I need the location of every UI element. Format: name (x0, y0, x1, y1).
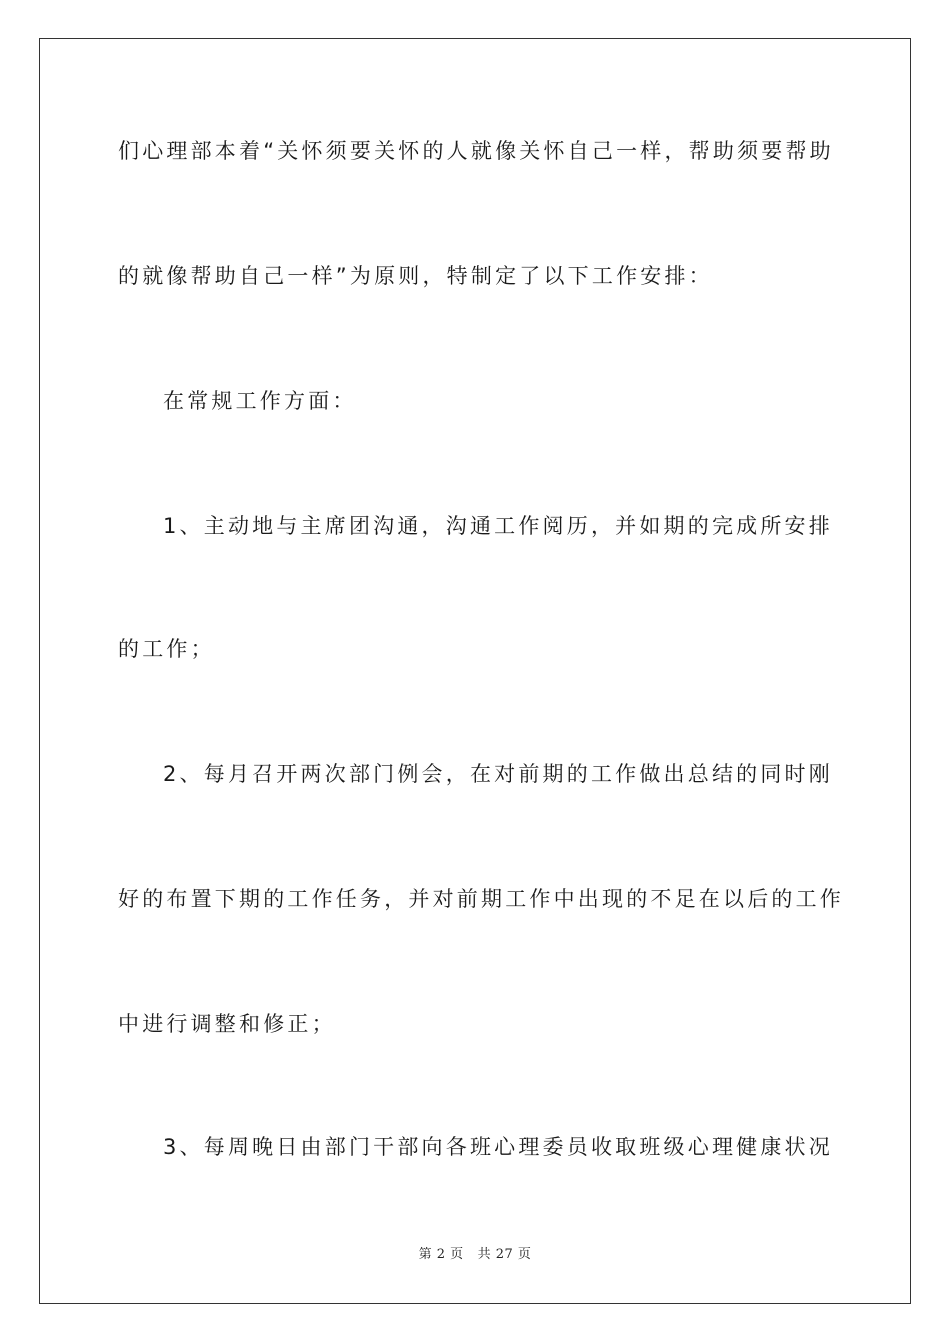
body-line-item-2-end: 中进行调整和修正； (118, 1012, 336, 1036)
page-number: 第 2 页 (418, 1247, 464, 1262)
page-border (39, 38, 911, 1304)
body-line-item-2-cont: 好的布置下期的工作任务，并对前期工作中出现的不足在以后的工作 (118, 887, 844, 911)
body-line-1: 们心理部本着“关怀须要关怀的人就像关怀自己一样，帮助须要帮助 (118, 139, 834, 163)
section-heading: 在常规工作方面： (163, 389, 357, 413)
body-line-2: 的就像帮助自己一样”为原则，特制定了以下工作安排： (118, 264, 713, 288)
body-line-item-2: 2、每月召开两次部门例会，在对前期的工作做出总结的同时刚 (163, 762, 833, 786)
body-line-item-1-cont: 的工作； (118, 637, 215, 661)
page-total: 共 27 页 (477, 1247, 532, 1262)
page-footer (0, 1246, 950, 1264)
body-line-item-3: 3、每周晚日由部门干部向各班心理委员收取班级心理健康状况 (163, 1135, 833, 1159)
body-line-item-1: 1、主动地与主席团沟通，沟通工作阅历，并如期的完成所安排 (163, 514, 833, 538)
